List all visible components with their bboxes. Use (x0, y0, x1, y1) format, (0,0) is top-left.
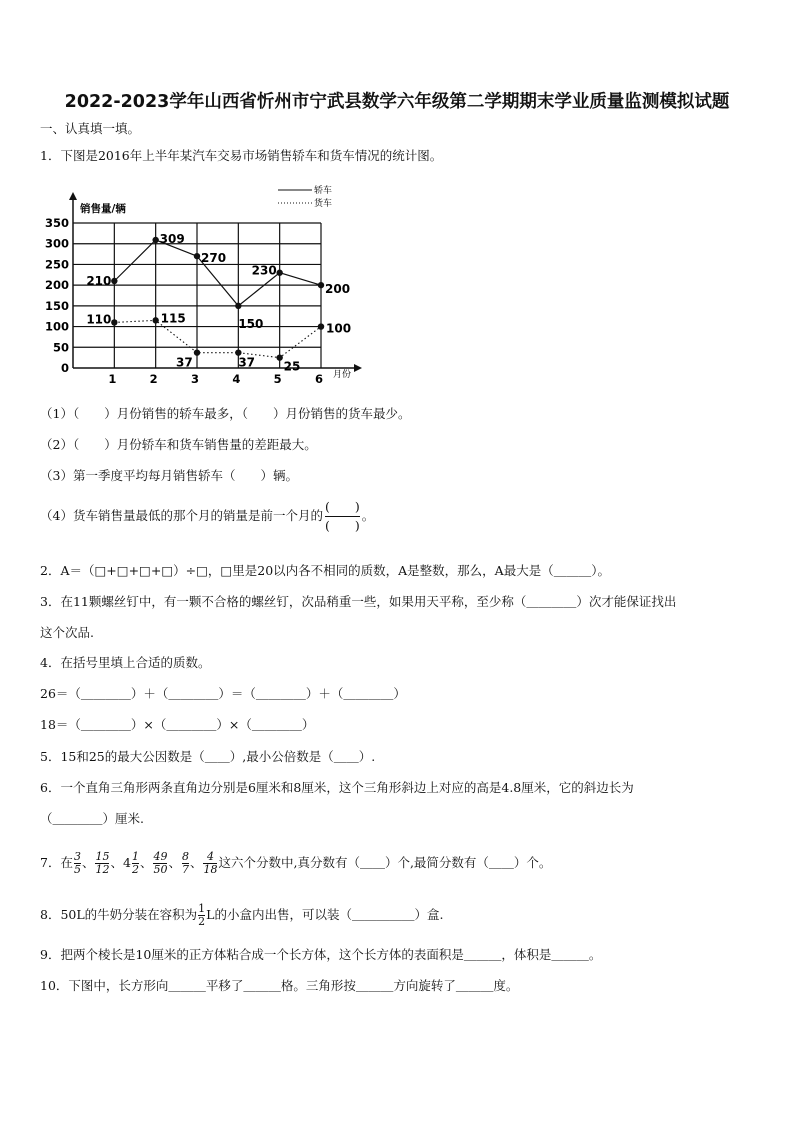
question-1-sub-4 (40, 498, 374, 535)
x-tick-label: 2 (149, 372, 158, 386)
chart-legend (278, 184, 332, 209)
fraction-denominator: 5 (73, 863, 81, 876)
y-axis-arrow (69, 192, 77, 200)
question-8-start: 8．50L的牛奶分装在容积为 (40, 907, 198, 922)
x-axis-label: 月份 (333, 370, 352, 380)
page-title: 2022-2023学年山西省忻州市宁武县数学六年级第二学期期末学业质量监测模拟试题 (64, 92, 730, 112)
question-8-end: L的小盒内出售，可以装（＿＿＿＿＿）盒. (206, 907, 444, 922)
fraction-list (73, 850, 219, 876)
fraction-denominator: 12 (95, 863, 110, 876)
x-tick-label: 1 (108, 372, 117, 386)
fraction-numerator: 1 (131, 850, 139, 863)
fraction-denominator: 7 (181, 863, 189, 876)
fraction-denominator: 2 (131, 863, 139, 876)
x-tick-label: 6 (314, 372, 324, 386)
question-1-sub-1: （1）（ ）月份销售的轿车最多，（ ）月份销售的货车最少。 (40, 406, 411, 421)
question-2: 2．A＝（□+□+□+□）÷□，□里是20以内各不相同的质数，A是整数，那么，A最大是（＿＿＿）。 (40, 563, 610, 578)
data-label: 37 (176, 355, 193, 370)
data-point (276, 354, 282, 360)
fraction-separator: 、 (81, 855, 95, 870)
fraction-5 (182, 851, 189, 876)
fraction-numerator: 49 (153, 850, 168, 863)
x-tick-label: 5 (273, 372, 282, 386)
question-1-sub-4-end: 。 (361, 508, 375, 523)
capacity-fraction (198, 903, 205, 928)
question-1: 1．下图是2016年上半年某汽车交易市场销售轿车和货车情况的统计图。 (40, 148, 443, 163)
question-6-line-2: （＿＿＿＿）厘米. (40, 811, 144, 826)
fraction-3 (132, 851, 139, 876)
data-point (318, 282, 324, 288)
fraction-separator: 、 (168, 855, 181, 870)
data-label: 25 (283, 359, 301, 374)
data-label: 270 (201, 251, 227, 266)
chart-grid (73, 223, 321, 368)
data-label: 200 (325, 282, 351, 297)
question-3-line-2: 这个次品. (40, 625, 94, 640)
y-tick-label: 200 (44, 278, 69, 293)
data-label: 115 (160, 311, 186, 326)
fraction-2 (95, 851, 109, 876)
question-7 (40, 849, 551, 877)
x-tick-label: 4 (232, 372, 241, 386)
question-4-line-2: 18＝（＿＿＿＿）×（＿＿＿＿）×（＿＿＿＿） (40, 717, 315, 732)
x-tick-label: 3 (190, 372, 200, 386)
fraction-separator: 、 (110, 855, 123, 870)
question-3-line-1: 3．在11颗螺丝钉中，有一颗不合格的螺丝钉，次品稍重一些，如果用天平称，至少称（＿＿＿＿）次才能保证找出 (40, 594, 677, 609)
question-7-end: 这六个分数中,真分数有（＿＿）个,最简分数有（＿＿）个。 (218, 855, 552, 870)
data-label: 150 (238, 316, 264, 331)
fraction-whole-part: 4 (122, 855, 131, 870)
fraction-numerator: ( ) (324, 499, 360, 514)
data-label: 230 (251, 263, 277, 278)
answer-fraction (325, 498, 360, 535)
fraction-denominator: 18 (203, 863, 218, 876)
question-10: 10．下图中，长方形向＿＿＿平移了＿＿＿格。三角形按＿＿＿方向旋转了＿＿＿度。 (40, 978, 519, 993)
data-point (111, 319, 117, 325)
chart-series (86, 232, 351, 374)
chart-axes (45, 192, 362, 386)
data-label: 210 (86, 274, 112, 288)
fraction-separator: 、 (189, 855, 203, 870)
series-line-truck (114, 320, 321, 357)
sales-line-chart (40, 180, 380, 390)
question-1-sub-3: （3）第一季度平均每月销售轿车（ ）辆。 (40, 468, 298, 483)
fraction-numerator: 4 (206, 850, 214, 863)
fraction-denominator: 50 (153, 863, 168, 876)
y-tick-label: 0 (60, 361, 69, 375)
question-8 (40, 902, 443, 928)
data-point (152, 237, 158, 243)
data-label: 110 (86, 312, 112, 327)
legend-item-car: 轿车 (314, 186, 333, 196)
question-9: 9．把两个棱长是10厘米的正方体粘合成一个长方体，这个长方体的表面积是＿＿＿，体积是＿＿＿。 (40, 947, 602, 962)
fraction-numerator: 3 (73, 850, 81, 863)
question-4-line-1: 26＝（＿＿＿＿）＋（＿＿＿＿）＝（＿＿＿＿）＋（＿＿＿＿） (40, 686, 406, 701)
fraction-separator: 、 (139, 855, 153, 870)
y-tick-label: 50 (52, 340, 69, 355)
data-point (111, 278, 117, 284)
data-point (318, 323, 324, 329)
y-axis-label: 销售量/辆 (80, 203, 126, 215)
question-6-line-1: 6．一个直角三角形两条直角边分别是6厘米和8厘米，这个三角形斜边上对应的高是4.8厘米，它的斜边长为 (40, 780, 634, 795)
y-tick-label: 300 (44, 236, 69, 251)
data-point (152, 317, 158, 323)
question-4: 4．在括号里填上合适的质数。 (40, 655, 211, 670)
question-7-start: 7．在 (40, 855, 73, 870)
y-tick-label: 100 (44, 319, 69, 334)
data-point (194, 253, 200, 259)
data-label: 100 (326, 321, 352, 336)
fraction-denominator: 2 (198, 915, 206, 928)
data-label: 309 (159, 231, 185, 246)
fraction-numerator: 8 (181, 850, 189, 863)
question-1-sub-4-text: （4）货车销售量最低的那个月的销量是前一个月的 (40, 508, 323, 523)
fraction-numerator: 1 (198, 902, 206, 915)
section-heading: 一、认真填一填。 (40, 121, 141, 136)
y-tick-label: 350 (44, 216, 69, 230)
fraction-6 (203, 851, 217, 876)
series-line-car (114, 240, 321, 306)
data-point (194, 349, 200, 355)
data-point (276, 270, 282, 276)
x-axis-arrow (354, 364, 362, 372)
question-1-sub-2: （2）（ ）月份轿车和货车销售量的差距最大。 (40, 437, 317, 452)
y-tick-label: 250 (44, 257, 69, 272)
fraction-4 (153, 851, 167, 876)
fraction-1 (74, 851, 81, 876)
question-5: 5．15和25的最大公因数是（＿＿）,最小公倍数是（＿＿）. (40, 749, 376, 764)
y-tick-label: 150 (44, 298, 69, 313)
fraction-numerator: 15 (95, 850, 110, 863)
data-label: 37 (238, 355, 256, 370)
data-point (235, 303, 241, 309)
fraction-denominator: ( ) (324, 518, 360, 533)
legend-item-truck: 货车 (314, 199, 333, 209)
